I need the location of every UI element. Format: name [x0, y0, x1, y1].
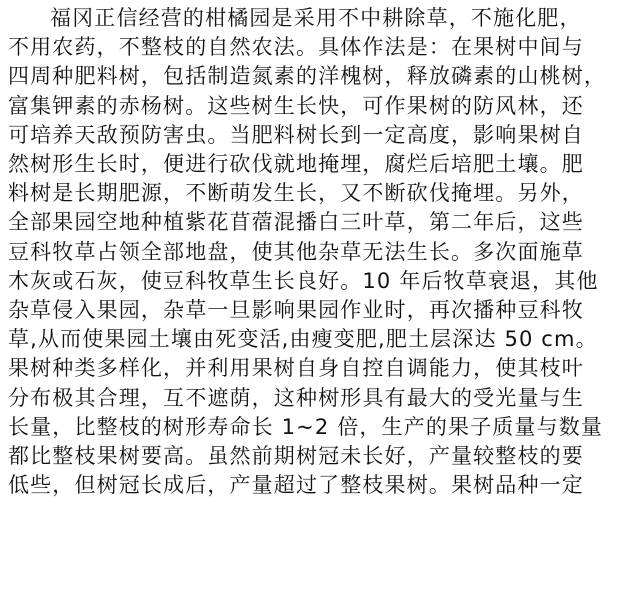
- body-paragraph: [8, 4, 638, 500]
- text-line-2: 不用农药，不整枝的自然农法。具体作法是：在果树中间与: [8, 35, 584, 60]
- text-line-12: 草,从而使果园土壤由死变活,由瘦变肥,肥土层深达 50 cm。: [8, 327, 598, 352]
- text-line-3: 四周种肥料树，包括制造氮素的洋槐树，释放磷素的山桃树，: [8, 64, 607, 89]
- text-line-11: 杂草侵入果园，杂草一旦影响果园作业时，再次播种豆科牧: [8, 298, 584, 323]
- text-line-4: 富集钾素的赤杨树。这些树生长快，可作果树的防风林，还: [8, 93, 584, 118]
- text-line-17: 低些，但树冠长成后，产量超过了整枝果树。果树品种一定: [8, 473, 584, 498]
- text-line-7: 料树是长期肥源，不断萌发生长，又不断砍伐掩埋。另外，: [8, 181, 584, 206]
- text-line-8: 全部果园空地种植紫花苜蓿混播白三叶草，第二年后，这些: [8, 210, 584, 235]
- text-line-14: 分布极其合理，互不遮荫，这种树形具有最大的受光量与生: [8, 385, 584, 410]
- text-line-1: 福冈正信经营的柑橘园是采用不中耕除草，不施化肥，: [50, 6, 582, 30]
- text-line-10: 木灰或石灰，使豆科牧草生长良好。10 年后牧草衰退，其他: [8, 268, 599, 293]
- text-line-13: 果树种类多样化，并利用果树自身自控自调能力，使其枝叶: [8, 356, 584, 381]
- text-line-5: 可培养天敌预防害虫。当肥料树长到一定高度，影响果树自: [8, 122, 584, 147]
- text-line-16: 都比整枝果树要高。虽然前期树冠未长好，产量较整枝的要: [8, 444, 584, 469]
- text-line-15: 长量，比整枝的树形寿命长 1~2 倍，生产的果子质量与数量: [8, 414, 604, 439]
- text-line-6: 然树形生长时，便进行砍伐就地掩埋，腐烂后培肥土壤。肥: [8, 152, 584, 177]
- text-line-9: 豆科牧草占领全部地盘，使其他杂草无法生长。多次面施草: [8, 239, 584, 264]
